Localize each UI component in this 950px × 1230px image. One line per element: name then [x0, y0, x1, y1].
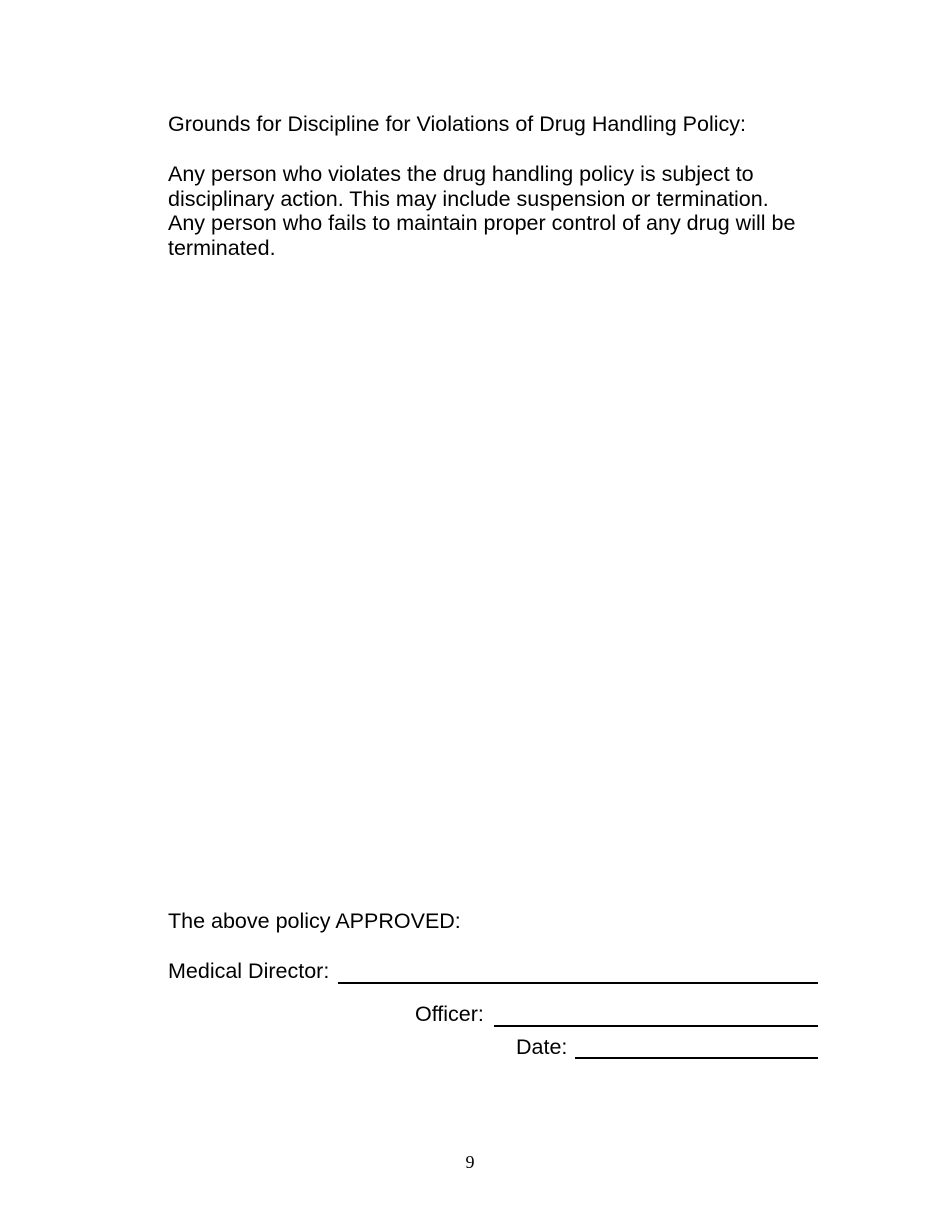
policy-body-line: terminated. [168, 235, 276, 260]
page-number: 9 [465, 1152, 475, 1172]
medical-director-label: Medical Director: [168, 959, 330, 983]
approval-statement: The above policy APPROVED: [168, 909, 461, 933]
policy-body-line: disciplinary action. This may include suspension or termination. [168, 186, 769, 211]
date-signature-line [575, 1057, 818, 1059]
medical-director-signature-line [338, 982, 818, 984]
policy-body-line: Any person who violates the drug handling policy is subject to [168, 162, 754, 186]
policy-heading: Grounds for Discipline for Violations of Drug Handling Policy: [168, 112, 746, 136]
officer-label: Officer: [415, 1002, 484, 1026]
date-label: Date: [516, 1035, 568, 1059]
policy-body-paragraph [168, 162, 828, 260]
officer-signature-line [494, 1025, 818, 1027]
policy-body-line: Any person who fails to maintain proper control of any drug will be [168, 211, 796, 235]
